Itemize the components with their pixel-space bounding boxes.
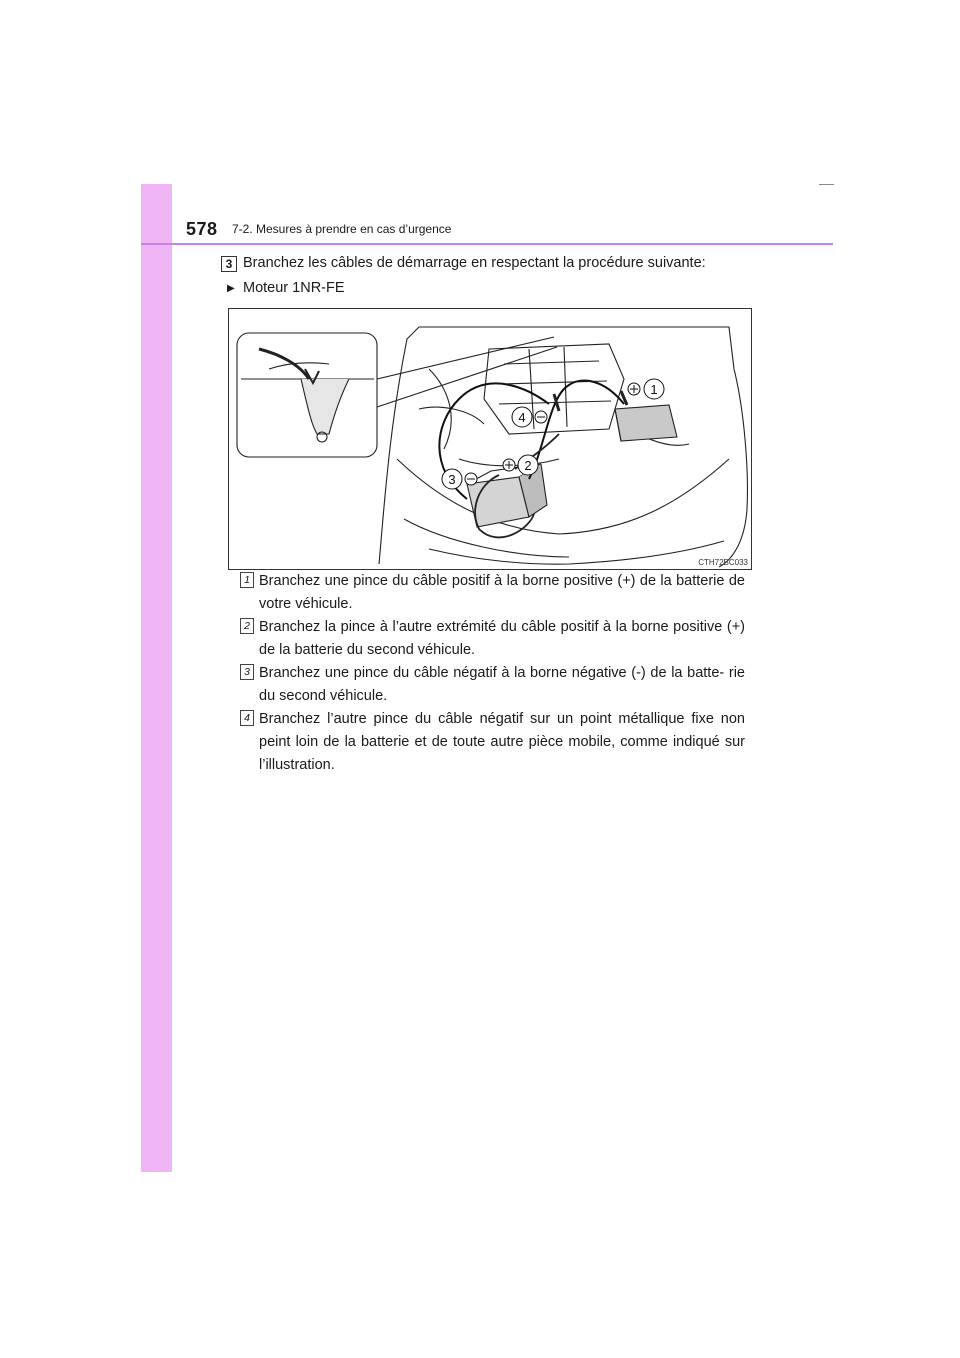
instruction-number: 2 — [240, 618, 254, 634]
crop-mark — [819, 184, 834, 185]
illustration-svg — [229, 309, 751, 569]
instruction-item — [240, 662, 745, 708]
instruction-text: Branchez la pince à l’autre extrémité du câble positif à la borne positive (+) de la batterie du second véhicule. — [259, 619, 745, 658]
section-title: 7-2. Mesures à prendre en cas d’urgence — [232, 222, 452, 236]
instruction-text: Branchez une pince du câble positif à la borne positive (+) de la batterie de votre véhicule. — [259, 573, 745, 612]
instruction-number: 3 — [240, 664, 254, 680]
side-tab — [141, 184, 172, 1172]
engine-label: Moteur 1NR-FE — [243, 280, 345, 296]
instruction-item — [240, 708, 745, 777]
instruction-text: Branchez une pince du câble négatif à la borne négative (-) de la batte- rie du second véhicule. — [259, 665, 745, 704]
instruction-item — [240, 616, 745, 662]
instruction-number: 4 — [240, 710, 254, 726]
callout-4: 4 — [518, 410, 526, 425]
step-text: Branchez les câbles de démarrage en respectant la procédure suivante: — [243, 255, 706, 271]
instruction-item — [240, 570, 745, 616]
page-number: 578 — [186, 219, 218, 239]
figure-code: CTH72BC033 — [698, 558, 748, 567]
callout-1: 1 — [650, 382, 658, 397]
step-badge: 3 — [221, 256, 237, 272]
callout-3: 3 — [448, 472, 456, 487]
instruction-text: Branchez l’autre pince du câble négatif sur un point métallique fixe non peint loin de la batterie et de toute autre pièce mobile, comme indiqué sur l’illustration. — [259, 711, 745, 773]
engine-bay-illustration — [228, 308, 752, 570]
instruction-number: 1 — [240, 572, 254, 588]
header-rule — [141, 243, 833, 245]
bullet-arrow-icon: ▶ — [227, 283, 235, 294]
callout-2: 2 — [524, 458, 532, 473]
